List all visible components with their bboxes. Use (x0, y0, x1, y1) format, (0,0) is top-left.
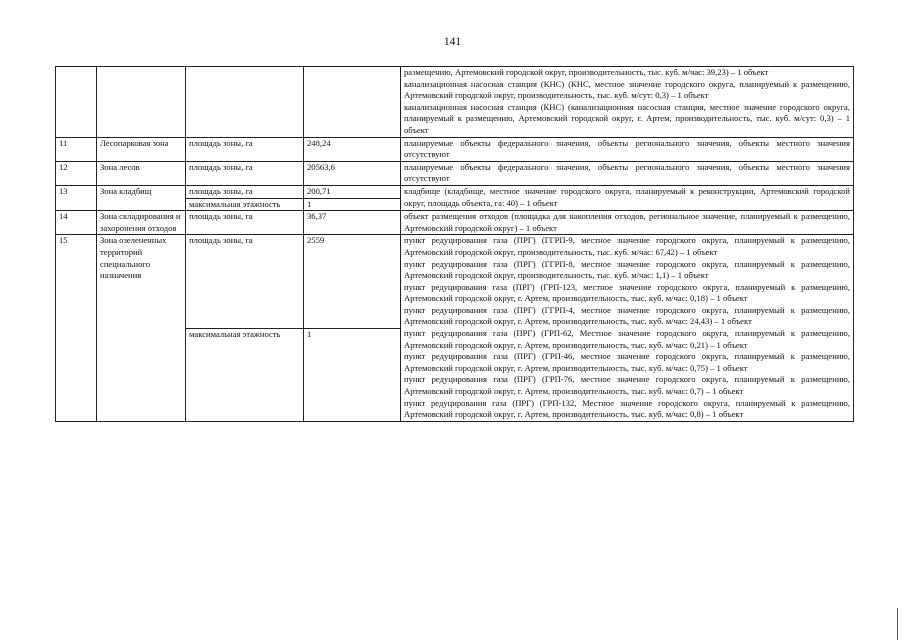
row-number: 11 (56, 137, 97, 161)
object-entry: размещению, Артемовский городской округ, производительность, тыс. куб. м/час: 39,23) – 1 объект (404, 67, 769, 77)
object-entry: планируемые объекты федерального значения, объекты регионального значения, объекты местного значения отсутствуют (404, 161, 850, 184)
object-entry: объект размещения отходов (площадка для накопления отходов, региональное значение, планируемый к размещению, Артемовский городской округ) – 1 объект (404, 211, 850, 233)
param-name: площадь зоны, га (186, 235, 304, 328)
zone-name: Лесопарковая зона (97, 137, 186, 161)
param-value: 1 (304, 198, 401, 211)
param-name: площадь зоны, га (186, 161, 304, 185)
planned-objects (401, 185, 854, 210)
object-entry: пункт редуцирования газа (ПРГ) (ГГРП-4, местное значение городского округа, планируемый к размещению, Артемовский городской округ, г. Артем, производительность, тыс. куб. м/час: 24,43) – 1 объект (404, 304, 850, 327)
object-entry: пункт редуцирования газа (ПРГ) (ГГРП-9, местное значение городского округа, планируемый к размещению, Артемовский городской округ, производительность, тыс. куб. м/час: 67,42) – 1 объект (404, 235, 850, 257)
param-name (186, 67, 304, 138)
row-number: 15 (56, 235, 97, 422)
param-value: 2559 (304, 235, 401, 328)
object-entry: кладбище (кладбище, местное значение городского округа, планируемый к реконструкции, Артемовский городской округ, площадь объекта, га: 40) – 1 объект (404, 185, 850, 208)
param-name: максимальная этажность (186, 328, 304, 421)
table-row (56, 137, 854, 161)
row-number (56, 67, 97, 138)
planned-objects (401, 211, 854, 235)
zones-table (55, 66, 854, 422)
row-number: 14 (56, 211, 97, 235)
param-name: площадь зоны, га (186, 137, 304, 161)
param-value: 200,71 (304, 185, 401, 198)
planned-objects (401, 67, 854, 138)
zone-name: Зона кладбищ (97, 185, 186, 210)
planned-objects (401, 161, 854, 185)
param-value: 36,37 (304, 211, 401, 235)
zone-name: Зона складирования и захоронения отходов (97, 211, 186, 235)
object-entry: пункт редуцирования газа (ПРГ) (ГРП-46, местное значение городского округа, планируемый к размещению, Артемовский городской округ, г. Артем, производительность, тыс. куб. м/час: 0,75) – 1 объект (404, 351, 850, 373)
object-entry: канализационная насосная станция (КНС) (КНС, местное значение городского округа, планируемый к размещению, Артемовский городской округ, производительность, тыс. куб. м/сут: 0,3) – 1 объект (404, 78, 850, 101)
object-entry: пункт редуцирования газа (ПРГ) (ГРП-76, местное значение городского округа, планируемый к размещению, Артемовский городской округ, г. Артем, производительность, тыс. куб. м/час: 0,7) – 1 объект (404, 374, 850, 397)
table-row (56, 185, 854, 198)
param-name: площадь зоны, га (186, 185, 304, 198)
planned-objects (401, 137, 854, 161)
table-row (56, 235, 854, 328)
param-name: площадь зоны, га (186, 211, 304, 235)
param-name: максимальная этажность (186, 198, 304, 211)
zone-name: Зона озелененных территорий специального назначения (97, 235, 186, 422)
table-row (56, 211, 854, 235)
object-entry: пункт редуцирования газа (ПРГ) (ГГРП-8, местное значение городского округа, планируемый к размещению, Артемовский городской округ, производительность, тыс. куб. м/час: 1,1) – 1 объект (404, 258, 850, 281)
object-entry: канализационная насосная станция (КНС) (канализационная насосная станция, местное значение городского округа, планируемый к размещению, Артемовский городской округ, г. Артем, производительность, тыс. куб. м/сут: 0,3) – 1 объект (404, 101, 850, 135)
object-entry: пункт редуцирования газа (ПРГ) (ГРП-62, Местное значение городского округа, планируемый к размещению, Артемовский городской округ, г. Артем, производительность, тыс. куб. м/час: 0,21) – 1 объект (404, 328, 850, 350)
param-value (304, 67, 401, 138)
param-value: 20563,6 (304, 161, 401, 185)
object-entry: пункт редуцирования газа (ПРГ) (ГРП-123, местное значение городского округа, планируемый к размещению, Артемовский городской округ, г. Артем, производительность, тыс. куб. м/час: 0,18) – 1 объект (404, 281, 850, 304)
object-entry: пункт редуцирования газа (ПРГ) (ГРП-132, Местное значение городского округа, планируемый к размещению, Артемовский городской округ, г. Артем, производительность, тыс. куб. м/час: 0,8) – 1 объект (404, 397, 850, 420)
object-entry: планируемые объекты федерального значения, объекты регионального значения, объекты местного значения отсутствуют (404, 137, 850, 160)
param-value: 1 (304, 328, 401, 421)
scan-edge-line (897, 608, 898, 640)
table-row (56, 161, 854, 185)
param-value: 248,24 (304, 137, 401, 161)
table-row (56, 67, 854, 138)
zone-name: Зона лесов (97, 161, 186, 185)
row-number: 13 (56, 185, 97, 210)
row-number: 12 (56, 161, 97, 185)
planned-objects (401, 235, 854, 422)
page-number: 141 (443, 36, 462, 48)
zone-name (97, 67, 186, 138)
